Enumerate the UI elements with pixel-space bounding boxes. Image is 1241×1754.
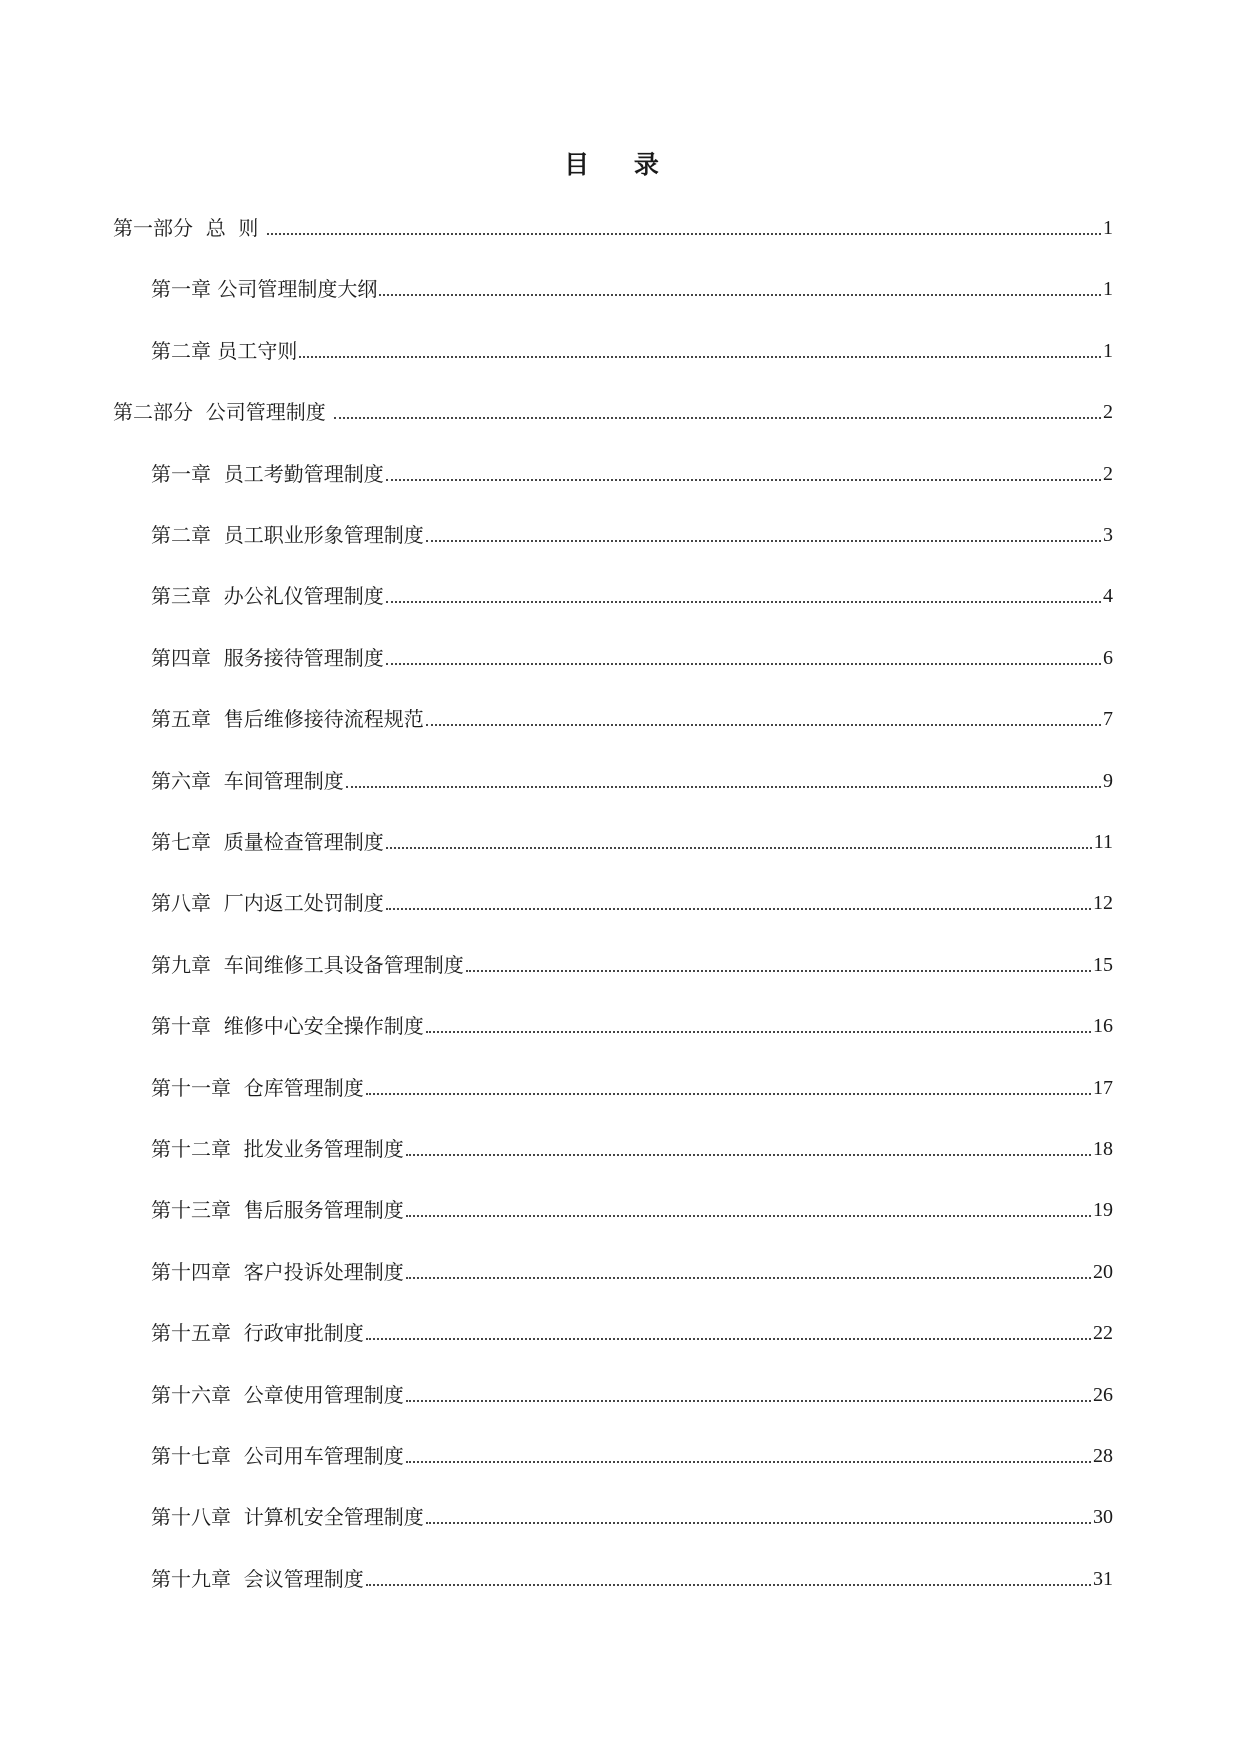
toc-dot-leader [426,1522,1091,1524]
toc-dot-leader [426,540,1101,542]
toc-chapter-entry[interactable] [151,1499,1113,1531]
toc-dot-leader [426,1031,1091,1033]
toc-entry-label: 第十九章 会议管理制度 [151,1566,364,1591]
toc-chapter-entry[interactable] [151,1008,1113,1040]
toc-chapter-entry[interactable] [151,885,1113,917]
toc-page-number: 30 [1093,1506,1113,1529]
toc-page-number: 4 [1103,585,1113,608]
toc-page-number: 22 [1093,1322,1113,1345]
toc-entry-label: 第八章 厂内返工处罚制度 [151,891,384,916]
toc-dot-leader [386,663,1101,665]
toc-dot-leader [366,1338,1091,1340]
toc-chapter-entry[interactable] [151,763,1113,795]
toc-chapter-entry[interactable] [151,1561,1113,1593]
toc-entry-label: 第十三章 售后服务管理制度 [151,1198,404,1223]
toc-entry-label: 第六章 车间管理制度 [151,768,344,793]
toc-dot-leader [299,356,1101,358]
toc-page-number: 15 [1093,953,1113,976]
toc-dot-leader [406,1154,1091,1156]
toc-dot-leader [406,1461,1091,1463]
toc-entry-label: 第九章 车间维修工具设备管理制度 [151,952,464,977]
toc-dot-leader [366,1093,1091,1095]
toc-page-number: 6 [1103,646,1113,669]
toc-page-number: 19 [1093,1199,1113,1222]
toc-chapter-entry[interactable] [151,1192,1113,1224]
toc-chapter-entry[interactable] [151,1254,1113,1286]
toc-entry-label: 第十六章 公章使用管理制度 [151,1382,404,1407]
toc-page-number: 17 [1093,1076,1113,1099]
toc-chapter-entry[interactable] [151,1438,1113,1470]
toc-entry-label: 第七章 质量检查管理制度 [151,830,384,854]
toc-chapter-entry[interactable] [151,1377,1113,1409]
toc-dot-leader [466,970,1091,972]
toc-entry-label: 第十一章 仓库管理制度 [151,1075,364,1100]
toc-entry-label: 第二章 员工守则 [151,338,298,363]
toc-dot-leader [426,724,1101,726]
toc-page-number: 11 [1093,831,1113,853]
toc-dot-leader [366,1584,1091,1586]
toc-dot-leader [386,601,1101,603]
toc-page-number: 20 [1093,1260,1113,1283]
toc-dot-leader [334,417,1101,419]
toc-dot-leader [267,233,1101,235]
toc-entry-label: 第五章 售后维修接待流程规范 [151,707,424,732]
toc-entry-label: 第十七章 公司用车管理制度 [151,1444,404,1468]
toc-page-number: 28 [1093,1445,1113,1467]
toc-chapter-entry[interactable] [151,1131,1113,1163]
toc-dot-leader [386,479,1101,481]
toc-entry-label: 第十八章 计算机安全管理制度 [151,1505,424,1530]
toc-part-entry[interactable] [113,394,1113,426]
toc-page-number: 3 [1103,524,1113,546]
toc-chapter-entry[interactable] [151,701,1113,733]
toc-entry-label: 第一章 公司管理制度大纲 [151,277,378,302]
toc-page-number: 12 [1093,892,1113,915]
toc-chapter-entry[interactable] [151,947,1113,979]
toc-chapter-entry[interactable] [151,640,1113,672]
toc-entry-label: 第十四章 客户投诉处理制度 [151,1259,404,1284]
toc-chapter-entry[interactable] [151,271,1113,303]
toc-page-number: 1 [1103,339,1113,362]
toc-dot-leader [379,294,1101,296]
toc-chapter-entry[interactable] [151,1315,1113,1347]
toc-dot-leader [386,847,1092,849]
toc-page-number: 31 [1093,1567,1113,1590]
toc-page-number: 18 [1093,1138,1113,1160]
toc-part-entry[interactable] [113,210,1113,242]
toc-title: 目 录 [564,150,677,179]
toc-entry-label: 第十五章 行政审批制度 [151,1321,364,1346]
toc-entry-label: 第二部分 公司管理制度 [113,400,333,425]
toc-page-number: 2 [1103,401,1113,424]
toc-chapter-entry[interactable] [151,578,1113,610]
toc-entry-label: 第三章 办公礼仪管理制度 [151,584,384,609]
toc-page-number: 7 [1103,708,1113,731]
toc-page-number: 9 [1103,769,1113,792]
toc-page-number: 1 [1103,217,1113,239]
toc-chapter-entry[interactable] [151,517,1113,549]
toc-chapter-entry[interactable] [151,456,1113,488]
toc-page-number: 16 [1093,1015,1113,1038]
toc-entry-label: 第一部分 总 则 [113,216,265,240]
toc-entry-label: 第十二章 批发业务管理制度 [151,1137,404,1161]
toc-page-number: 2 [1103,462,1113,485]
toc-entry-label: 第一章 员工考勤管理制度 [151,461,384,486]
toc-dot-leader [406,1400,1091,1402]
toc-dot-leader [406,1277,1091,1279]
toc-chapter-entry[interactable] [151,824,1113,856]
toc-dot-leader [386,908,1091,910]
toc-page-number: 1 [1103,278,1113,301]
toc-dot-leader [406,1215,1091,1217]
toc-entry-label: 第四章 服务接待管理制度 [151,645,384,670]
toc-entry-label: 第二章 员工职业形象管理制度 [151,523,424,547]
toc-chapter-entry[interactable] [151,333,1113,365]
toc-page-number: 26 [1093,1383,1113,1406]
toc-entry-label: 第十章 维修中心安全操作制度 [151,1014,424,1039]
toc-dot-leader [346,786,1101,788]
toc-chapter-entry[interactable] [151,1070,1113,1102]
